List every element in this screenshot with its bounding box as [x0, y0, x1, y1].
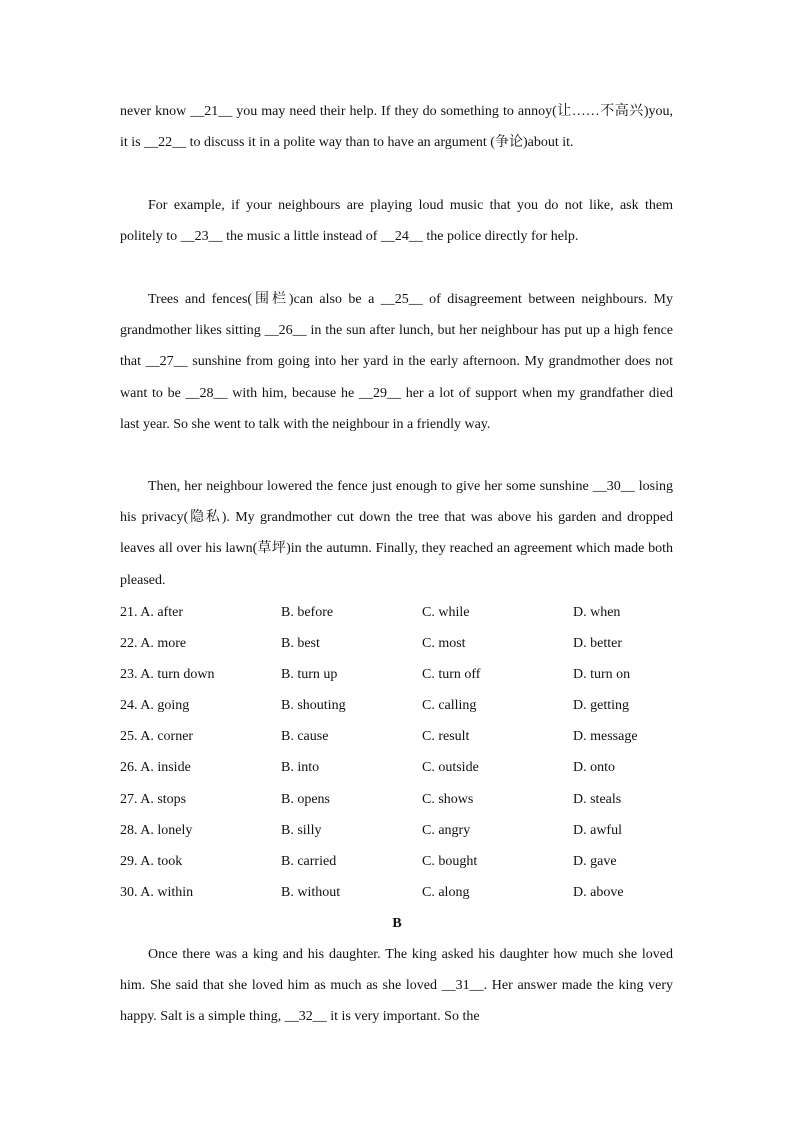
options-list — [120, 597, 680, 908]
option-d: D. turn on — [573, 667, 631, 683]
option-a: 28. A. lonely — [120, 822, 193, 838]
question-row — [120, 690, 680, 721]
option-a: 29. A. took — [120, 853, 183, 869]
option-b: B. carried — [281, 853, 337, 869]
option-c: C. angry — [422, 822, 471, 838]
option-c: C. calling — [422, 698, 477, 714]
option-a: 30. A. within — [120, 884, 194, 900]
question-row — [120, 721, 680, 752]
option-a: 23. A. turn down — [120, 667, 215, 683]
option-a: 21. A. after — [120, 605, 183, 620]
question-row — [120, 752, 680, 783]
option-d: D. when — [573, 605, 621, 620]
option-d: D. above — [573, 884, 624, 900]
option-d: D. message — [573, 729, 638, 745]
option-b: B. cause — [281, 729, 329, 745]
option-c: C. while — [422, 605, 470, 620]
option-b: B. shouting — [281, 698, 346, 714]
option-a: 26. A. inside — [120, 760, 191, 776]
option-b: B. without — [281, 884, 341, 900]
option-d: D. getting — [573, 698, 629, 714]
paragraph-4: Then, her neighbour lowered the fence just enough to give her some sunshine __30__ losing his privacy(隐私). My grandmother cut down the tree that was above his garden and dropped leaves all over his lawn(草坪)in the autumn. Finally, they reached an agreement which made both pleased. — [120, 479, 673, 588]
option-d: D. gave — [573, 853, 617, 869]
option-d: D. awful — [573, 822, 622, 838]
option-c: C. bought — [422, 853, 478, 869]
paragraph-1: never know __21__ you may need their help. If they do something to annoy(让……不高兴)you, it is __22__ to discuss it in a polite way than to have an argument (争论)about it. — [120, 104, 673, 151]
question-row — [120, 877, 680, 908]
option-a: 24. A. going — [120, 698, 190, 714]
section-heading: B — [392, 916, 402, 931]
question-row — [120, 597, 680, 628]
question-row — [120, 784, 680, 815]
question-row — [120, 628, 680, 659]
option-c: C. shows — [422, 791, 474, 807]
option-b: B. turn up — [281, 667, 338, 683]
option-c: C. outside — [422, 760, 479, 776]
option-b: B. into — [281, 760, 320, 776]
question-row — [120, 846, 680, 877]
option-c: C. turn off — [422, 667, 481, 683]
option-a: 22. A. more — [120, 636, 187, 652]
paragraph-3: Trees and fences(围栏)can also be a __25__ of disagreement between neighbours. My grandmother likes sitting __26__ in the sun after lunch, but her neighbour has put up a high fence that __27__ sunshine from going into her yard in the early afternoon. My grandmother does not want to be __28__ with him, because he __29__ her a lot of support when my grandfather died last year. So she went to talk with the neighbour in a friendly way. — [120, 292, 673, 432]
option-d: D. better — [573, 636, 622, 652]
option-d: D. onto — [573, 760, 615, 776]
option-c: C. along — [422, 884, 470, 900]
option-c: C. most — [422, 636, 466, 652]
option-b: B. best — [281, 636, 320, 652]
option-a: 25. A. corner — [120, 729, 194, 745]
paragraph-2: For example, if your neighbours are playing loud music that you do not like, ask them politely to __23__ the music a little instead of __24__ the police directly for help. — [120, 198, 673, 245]
question-row — [120, 659, 680, 690]
option-a: 27. A. stops — [120, 791, 187, 807]
question-row — [120, 815, 680, 846]
option-d: D. steals — [573, 791, 622, 807]
option-b: B. opens — [281, 791, 330, 807]
option-b: B. silly — [281, 822, 322, 838]
paragraph-b1: Once there was a king and his daughter. The king asked his daughter how much she loved him. She said that she loved him as much as she loved __31__. Her answer made the king very happy. Salt is a simple thing, __32__ it is very important. So the — [120, 947, 673, 1025]
option-c: C. result — [422, 729, 470, 745]
option-b: B. before — [281, 605, 334, 620]
